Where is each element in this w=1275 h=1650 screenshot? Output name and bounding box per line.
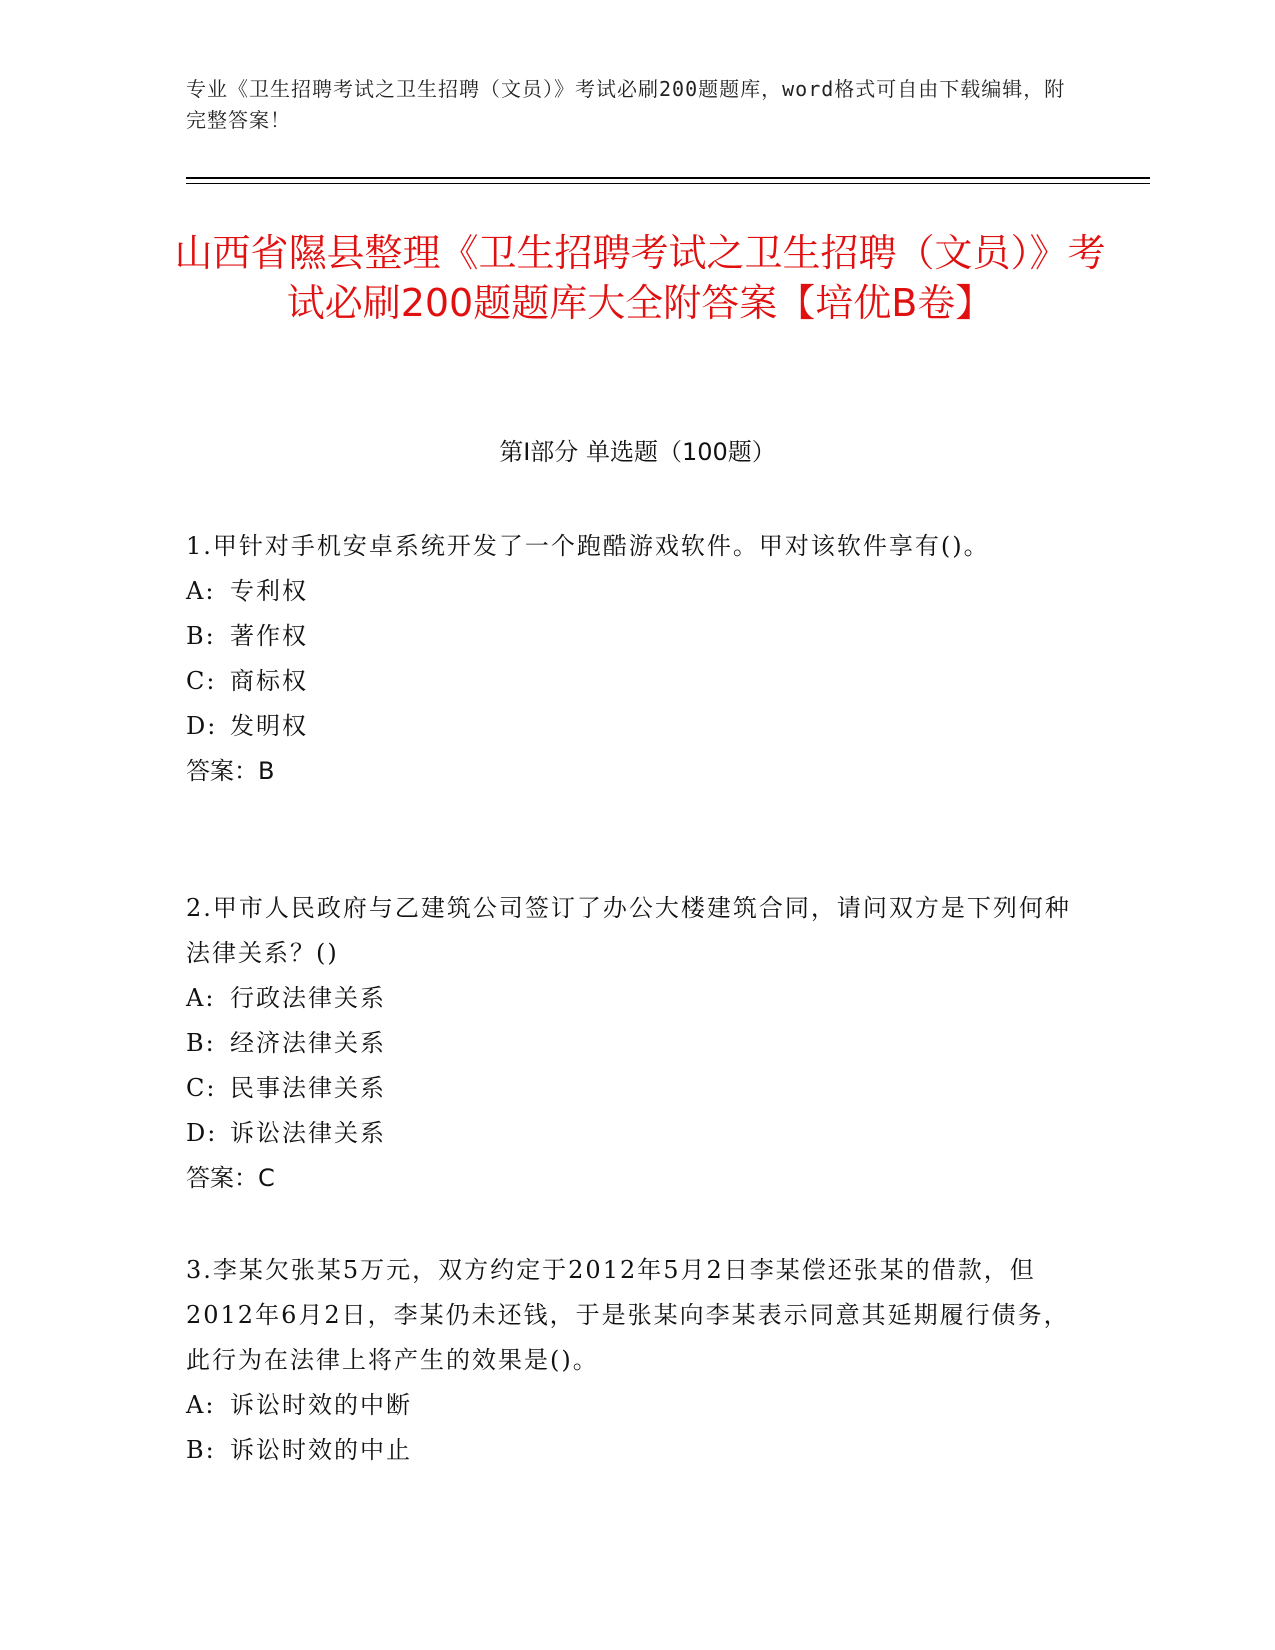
option-letter: B: [186,1029,216,1057]
option-a [186,976,1076,1021]
answer-line: 答案：C [186,1164,275,1192]
option-c [186,1066,1076,1111]
option-a [186,1383,1076,1428]
option-d [186,704,1076,749]
question-2 [186,886,1076,1201]
header-divider-thick [186,177,1150,179]
answer-line: 答案：B [186,757,275,785]
option-text: 诉讼时效的中止 [230,1436,412,1464]
option-letter: A: [186,1391,216,1419]
option-b [186,1428,1076,1473]
option-letter: A: [186,984,216,1012]
option-letter: A: [186,577,216,605]
option-text: 行政法律关系 [230,984,386,1012]
option-text: 著作权 [230,622,308,650]
option-letter: C: [186,667,217,695]
option-b [186,1021,1076,1066]
option-text: 商标权 [230,667,308,695]
option-list [186,569,1076,749]
option-d [186,1111,1076,1156]
option-letter: D: [186,1119,218,1147]
option-text: 发明权 [230,712,308,740]
option-text: 经济法律关系 [230,1029,386,1057]
option-list [186,976,1076,1156]
option-c [186,659,1076,704]
option-text: 诉讼法律关系 [230,1119,386,1147]
option-a [186,569,1076,614]
option-text: 民事法律关系 [230,1074,386,1102]
question-3 [186,1248,1076,1473]
option-list [186,1383,1076,1473]
option-text: 专利权 [230,577,308,605]
option-letter: B: [186,622,216,650]
option-b [186,614,1076,659]
document-title: 山西省隰县整理《卫生招聘考试之卫生招聘（文员）》考试必刷200题题库大全附答案【培优B卷】 [174,231,1106,325]
header-divider-thin [186,183,1150,184]
question-stem: 3.李某欠张某5万元，双方约定于2012年5月2日李某偿还张某的借款，但2012年6月2日，李某仍未还钱，于是张某向李某表示同意其延期履行债务，此行为在法律上将产生的效果是()。 [186,1256,1070,1374]
question-1 [186,524,1076,794]
option-text: 诉讼时效的中断 [230,1391,412,1419]
section-heading: 第Ⅰ部分 单选题（100题） [499,438,776,466]
header-note: 专业《卫生招聘考试之卫生招聘（文员）》考试必刷200题题库，word格式可自由下载编辑，附完整答案！ [186,77,1066,132]
option-letter: C: [186,1074,217,1102]
option-letter: D: [186,712,218,740]
question-stem: 1.甲针对手机安卓系统开发了一个跑酷游戏软件。甲对该软件享有()。 [186,532,990,560]
question-stem: 2.甲市人民政府与乙建筑公司签订了办公大楼建筑合同，请问双方是下列何种法律关系？() [186,894,1071,967]
option-letter: B: [186,1436,216,1464]
